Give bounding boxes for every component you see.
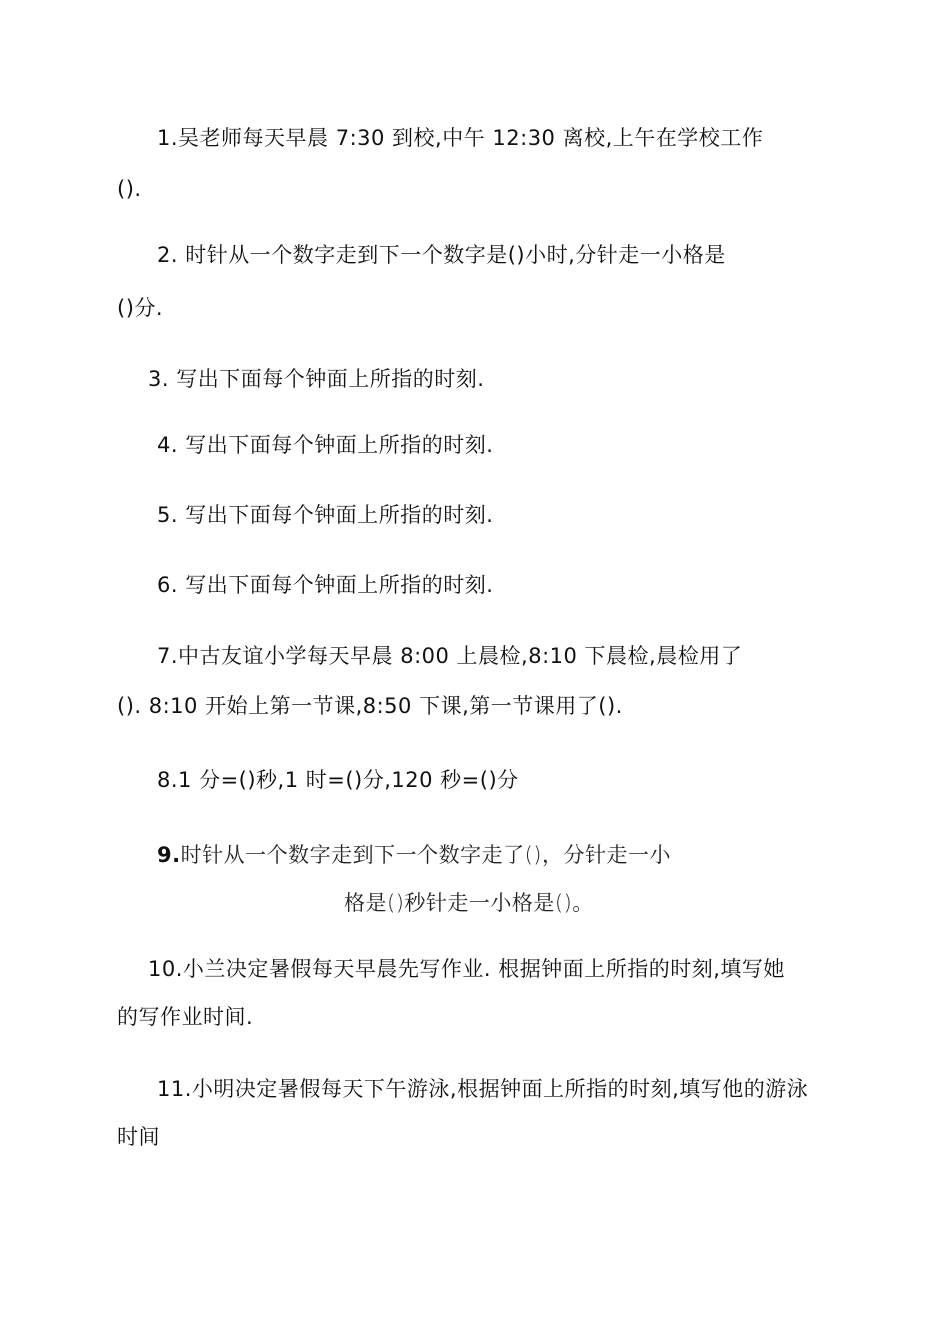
question-7-line-2: (). 8:10 开始上第一节课,8:50 下课,第一节课用了(). (117, 694, 623, 718)
question-3: 3. 写出下面每个钟面上所指的时刻. (148, 367, 485, 391)
question-6: 6. 写出下面每个钟面上所指的时刻. (157, 573, 494, 597)
question-2-line-2: ()分. (117, 296, 164, 320)
question-9-line-1 (157, 842, 671, 868)
question-8: 8.1 分=()秒,1 时=()分,120 秒=()分 (157, 768, 519, 792)
question-10-line-1: 10.小兰决定暑假每天早晨先写作业. 根据钟面上所指的时刻,填写她 (148, 957, 785, 981)
question-9-line-2: 格是()秒针走一小格是()。 (344, 891, 594, 915)
question-5: 5. 写出下面每个钟面上所指的时刻. (157, 503, 494, 527)
question-7-line-1: 7.中古友谊小学每天早晨 8:00 上晨检,8:10 下晨检,晨检用了 (157, 644, 743, 668)
question-11-line-1: 11.小明决定暑假每天下午游泳,根据钟面上所指的时刻,填写他的游泳 (157, 1077, 809, 1101)
question-4: 4. 写出下面每个钟面上所指的时刻. (157, 433, 494, 457)
question-10-line-2: 的写作业时间. (117, 1005, 254, 1029)
question-11-line-2: 时间 (117, 1125, 160, 1149)
question-2-line-1: 2. 时针从一个数字走到下一个数字是()小时,分针走一小格是 (157, 243, 726, 267)
question-9-text: 时针从一个数字走到下一个数字走了()，分针走一小 (180, 843, 671, 867)
question-9-number: 9. (157, 843, 181, 867)
question-1-line-1: 1.吴老师每天早晨 7:30 到校,中午 12:30 离校,上午在学校工作 (157, 126, 764, 150)
question-1-line-2: (). (117, 177, 142, 201)
